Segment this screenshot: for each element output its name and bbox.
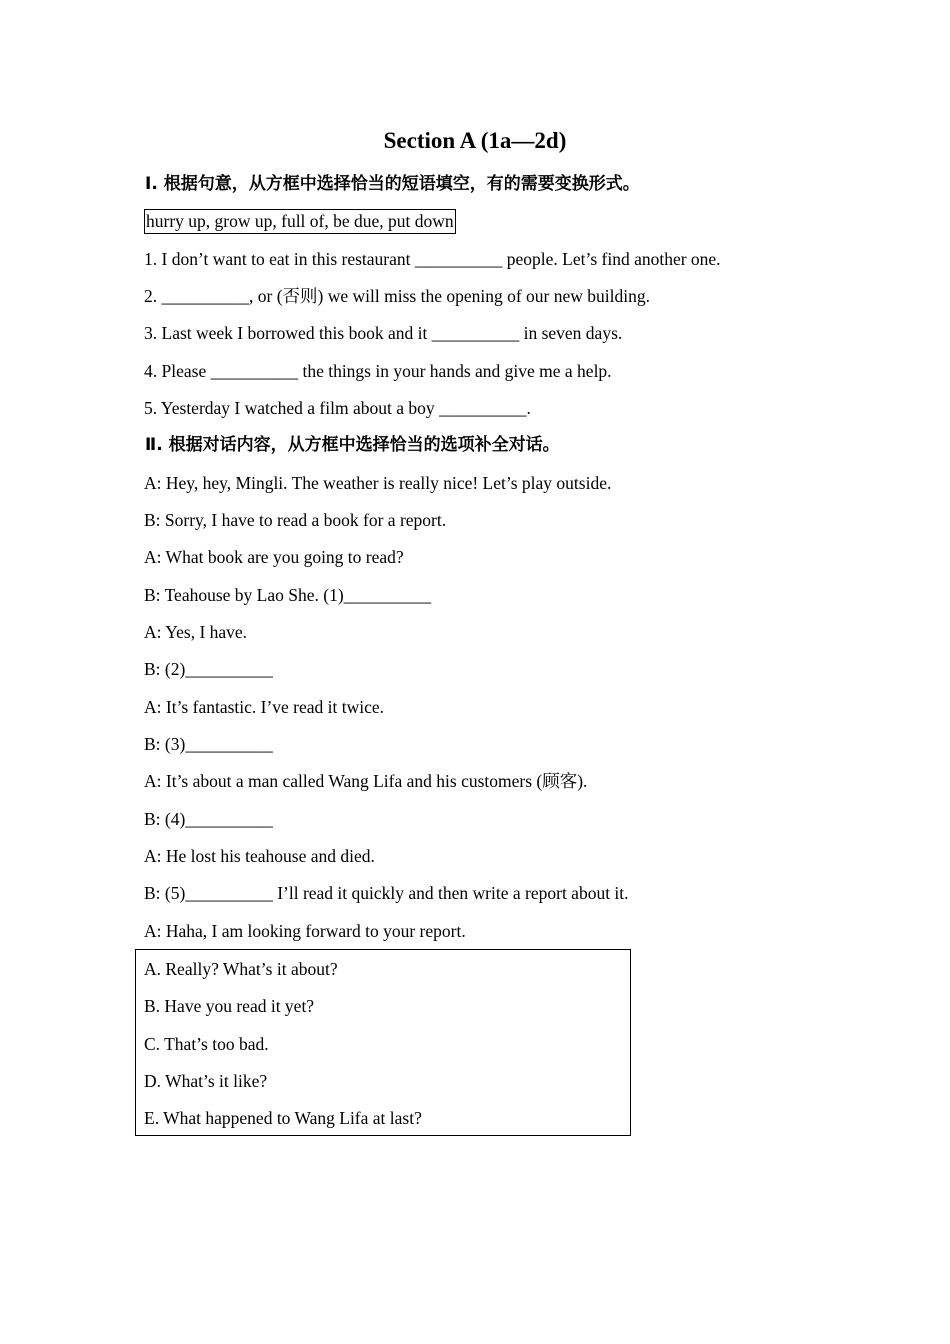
phrase-word-box: hurry up, grow up, full of, be due, put down bbox=[144, 209, 456, 234]
dialogue-line: A: Hey, hey, Mingli. The weather is really nice! Let’s play outside. bbox=[144, 473, 612, 493]
part2-heading: Ⅱ. 根据对话内容，从方框中选择恰当的选项补全对话。 bbox=[145, 435, 560, 455]
dialogue-line: A: What book are you going to read? bbox=[144, 547, 404, 567]
page-title: Section A (1a—2d) bbox=[383, 128, 567, 153]
option-e: E. What happened to Wang Lifa at last? bbox=[144, 1108, 422, 1128]
option-a: A. Really? What’s it about? bbox=[144, 959, 338, 979]
question-4: 4. Please __________ the things in your hands and give me a help. bbox=[144, 361, 612, 381]
dialogue-line: B: (2)__________ bbox=[144, 659, 273, 679]
option-b: B. Have you read it yet? bbox=[144, 996, 315, 1016]
dialogue-line: B: (3)__________ bbox=[144, 734, 273, 754]
option-c: C. That’s too bad. bbox=[144, 1034, 269, 1054]
dialogue-line: A: Yes, I have. bbox=[144, 622, 248, 642]
part1-heading: Ⅰ. 根据句意，从方框中选择恰当的短语填空，有的需要变换形式。 bbox=[145, 174, 640, 194]
dialogue-line: B: (5)__________ I’ll read it quickly and then write a report about it. bbox=[144, 883, 629, 903]
options-box bbox=[135, 949, 631, 1136]
question-2: 2. __________, or (否则) we will miss the opening of our new building. bbox=[144, 286, 650, 306]
dialogue-line: B: (4)__________ bbox=[144, 809, 273, 829]
question-5: 5. Yesterday I watched a film about a boy __________. bbox=[144, 398, 531, 418]
option-d: D. What’s it like? bbox=[144, 1071, 268, 1091]
question-1: 1. I don’t want to eat in this restaurant __________ people. Let’s find another one. bbox=[144, 249, 721, 269]
dialogue-line: A: Haha, I am looking forward to your report. bbox=[144, 921, 466, 941]
dialogue-line: A: He lost his teahouse and died. bbox=[144, 846, 375, 866]
dialogue-line: A: It’s about a man called Wang Lifa and his customers (顾客). bbox=[144, 771, 588, 791]
dialogue-line: B: Sorry, I have to read a book for a report. bbox=[144, 510, 447, 530]
question-3: 3. Last week I borrowed this book and it __________ in seven days. bbox=[144, 323, 623, 343]
dialogue-line: B: Teahouse by Lao She. (1)__________ bbox=[144, 585, 432, 605]
dialogue-line: A: It’s fantastic. I’ve read it twice. bbox=[144, 697, 385, 717]
